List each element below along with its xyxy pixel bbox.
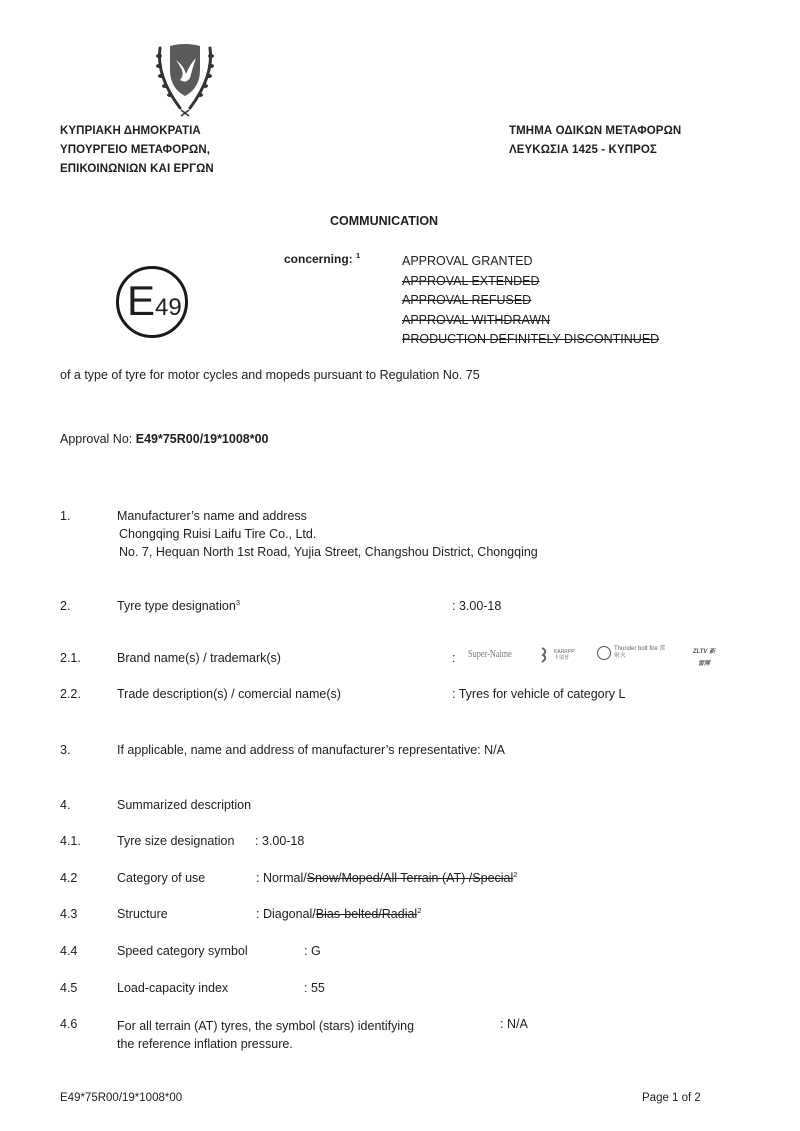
e-letter: E — [127, 277, 156, 324]
item-4-4-number: 4.4 — [60, 944, 78, 958]
brand-logo-super-naime: Super-Naime — [468, 648, 512, 660]
item-4-5-number: 4.5 — [60, 981, 78, 995]
trade-description-value: : Tyres for vehicle of category L — [452, 687, 626, 701]
item-4-6-number: 4.6 — [60, 1017, 78, 1031]
footer-reference: E49*75R00/19*1008*00 — [60, 1092, 183, 1104]
ministry-header-left — [60, 122, 214, 179]
item-4-6-label: For all terrain (AT) tyres, the symbol (stars) identifying the reference inflation pressure. — [117, 1019, 415, 1051]
subject-line: of a type of tyre for motor cycles and mopeds pursuant to Regulation No. 75 — [60, 368, 480, 382]
footnote-2: 2 — [417, 905, 422, 915]
tyre-type-value: : 3.00-18 — [452, 599, 502, 613]
speed-category-value: : G — [304, 944, 321, 958]
manufacturer-name: Chongqing Ruisi Laifu Tire Co., Ltd. — [119, 527, 317, 541]
structure-value — [256, 907, 421, 921]
footnote-1: 1 — [356, 251, 361, 260]
item-2-1-label: Brand name(s) / trademark(s) — [117, 651, 281, 665]
item-1-number: 1. — [60, 509, 71, 523]
brand-logo-thunderbolt-fire: Thunder bolt fire 雷射火 — [597, 646, 670, 660]
department-line-2: ΛΕΥΚΩΣΙΑ 1425 - ΚΥΠΡΟΣ — [509, 144, 657, 156]
option-production-discontinued: PRODUCTION DEFINITELY DISCONTINUED — [402, 332, 660, 346]
option-approval-extended: APPROVAL EXTENDED — [402, 273, 540, 288]
item-4-3-number: 4.3 — [60, 907, 78, 921]
approval-number — [60, 432, 269, 446]
brand-logo-karrpp: KARRPP 卡瑞普 — [540, 646, 576, 664]
category-of-use-value — [256, 871, 517, 885]
concerning-options — [402, 252, 659, 350]
item-4-1-number: 4.1. — [60, 834, 81, 848]
country-number: 49 — [155, 294, 182, 321]
item-4-3-label: Structure — [117, 907, 168, 921]
option-approval-refused: APPROVAL REFUSED — [402, 293, 532, 307]
tyre-size-value: : 3.00-18 — [255, 834, 305, 848]
cyprus-coat-of-arms-icon — [150, 40, 220, 118]
item-4-label: Summarized description — [117, 798, 252, 812]
e49-approval-mark — [116, 266, 188, 338]
concerning-label: concerning: $^1$ — [284, 251, 361, 266]
item-4-4-label: Speed category symbol — [117, 944, 248, 958]
department-header-right — [509, 122, 681, 160]
ministry-line-2: ΥΠΟΥΡΓΕΙΟ ΜΕΤΑΦΟΡΩΝ, — [60, 144, 211, 156]
item-2-label: Tyre type designation$^3$ — [117, 597, 240, 613]
item-4-5-label: Load-capacity index — [117, 981, 229, 995]
approval-number-label: Approval No: — [60, 432, 133, 446]
footnote-3: 3 — [235, 597, 240, 607]
structure-struck-options: Bias-belted/Radial — [315, 907, 418, 921]
option-approval-granted: APPROVAL GRANTED — [402, 254, 533, 268]
approval-number-value: E49*75R00/19*1008*00 — [135, 432, 269, 446]
page-number: Page 1 of 2 — [642, 1092, 701, 1104]
item-4-number: 4. — [60, 798, 71, 812]
ministry-line-1: ΚΥΠΡΙΑΚΗ ΔΗΜΟΚΡΑΤΙΑ — [60, 125, 201, 137]
item-1-label: Manufacturer’s name and address — [117, 509, 307, 523]
option-approval-withdrawn: APPROVAL WITHDRAWN — [402, 312, 551, 327]
item-2-2-number: 2.2. — [60, 687, 81, 701]
category-struck-options: Snow/Moped/All Terrain (AT) /Special — [306, 871, 514, 885]
manufacturer-address: No. 7, Hequan North 1st Road, Yujia Street, Changshou District, Chongqing — [119, 545, 538, 559]
item-2-2-label: Trade description(s) / comercial name(s) — [117, 687, 341, 701]
item-2-1-number: 2.1. — [60, 651, 81, 665]
brand-colon: : — [452, 651, 456, 665]
item-3-number: 3. — [60, 743, 71, 757]
department-line-1: ΤΜΗΜΑ ΟΔΙΚΩΝ ΜΕΤΑΦΟΡΩΝ — [509, 125, 682, 137]
structure-selected: : Diagonal/ — [256, 907, 316, 921]
item-4-2-label: Category of use — [117, 871, 206, 885]
document-title: COMMUNICATION — [330, 214, 439, 228]
load-capacity-value: : 55 — [304, 981, 325, 995]
item-4-2-number: 4.2 — [60, 871, 78, 885]
category-selected: : Normal/ — [256, 871, 307, 885]
footnote-2: 2 — [513, 869, 518, 879]
item-2-number: 2. — [60, 599, 71, 613]
ministry-line-3: ΕΠΙΚΟΙΝΩΝΙΩΝ ΚΑΙ ΕΡΓΩΝ — [60, 163, 214, 175]
at-symbol-value: : N/A — [500, 1017, 528, 1031]
item-3-label: If applicable, name and address of manufacturer’s representative: N/A — [117, 743, 505, 757]
brand-logo-zltv: ZLTV 新雷牌 — [692, 649, 716, 667]
item-4-1-label: Tyre size designation — [117, 834, 235, 848]
